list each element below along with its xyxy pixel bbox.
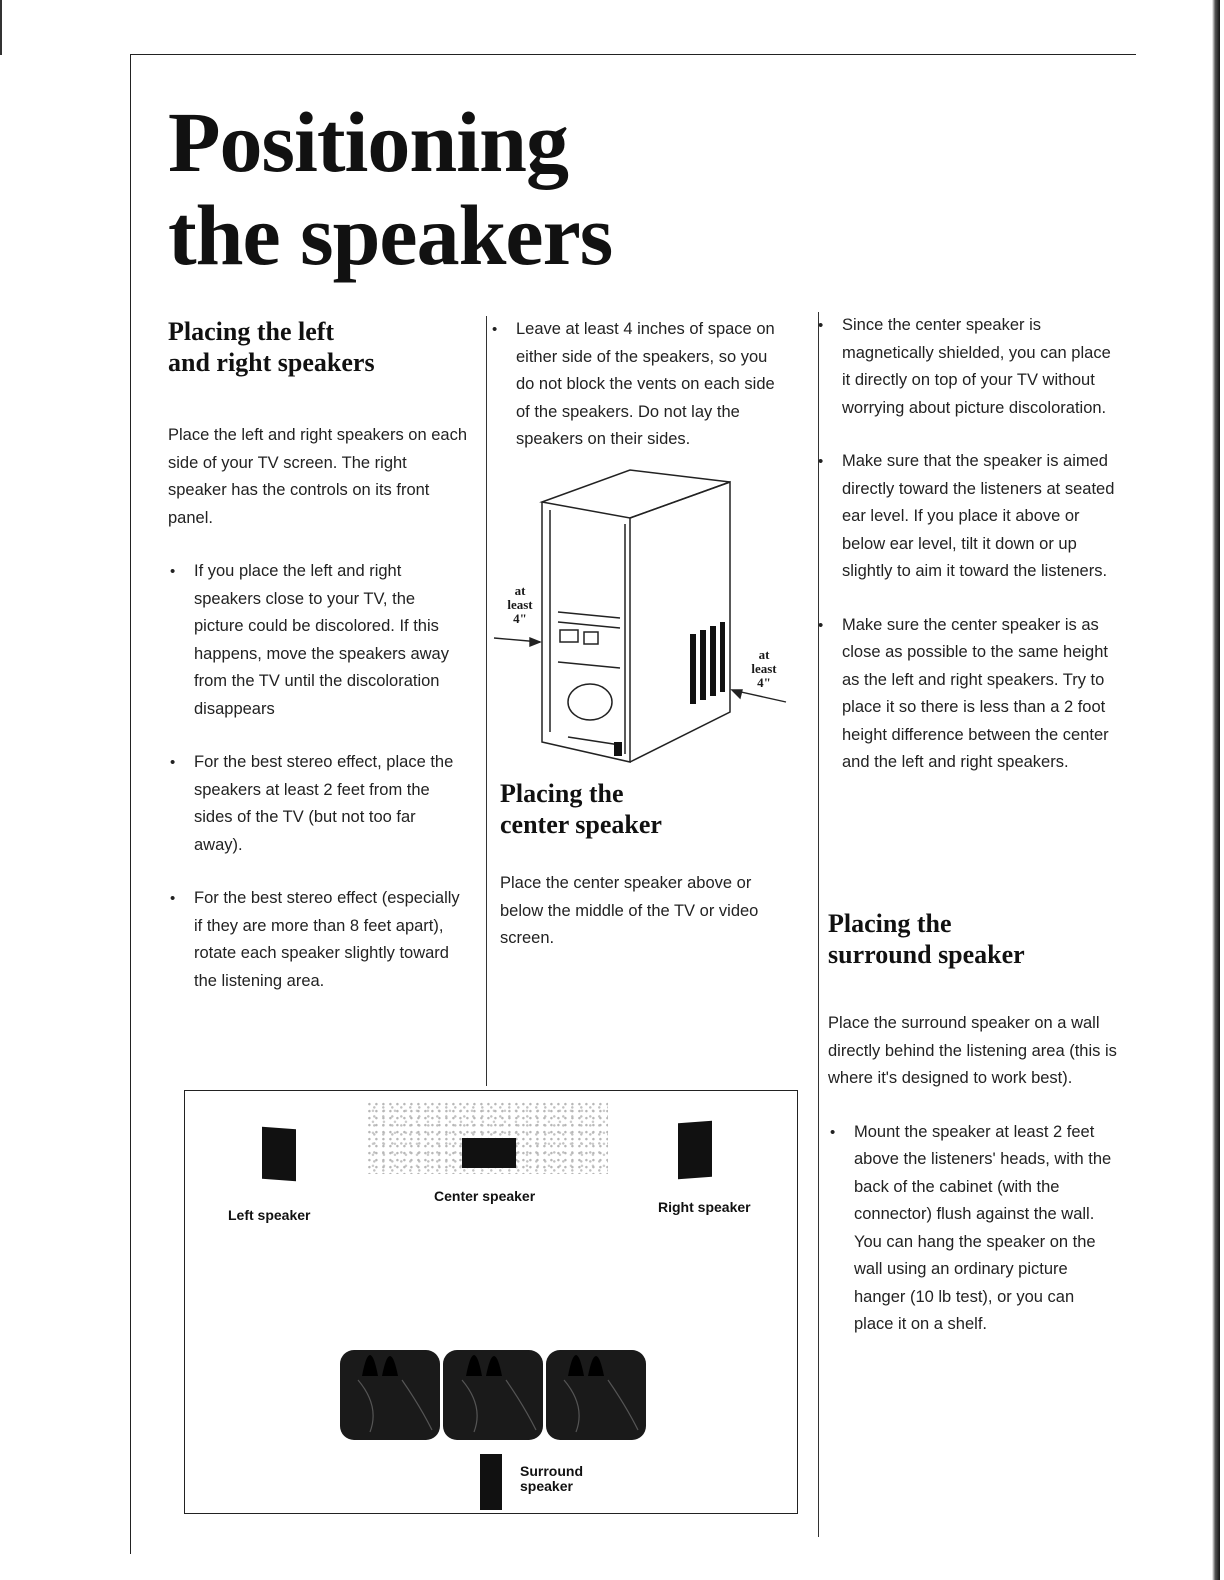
left-speaker-icon xyxy=(262,1127,296,1181)
bullet-list xyxy=(816,312,1116,777)
center-speaker-icon xyxy=(462,1138,516,1168)
scan-edge xyxy=(1212,0,1220,1580)
bullet-item: • If you place the left and right speakers close to your TV, the picture could be discolored. If this happens, move the speakers away from the TV until the discoloration disappears xyxy=(168,558,468,723)
surround-speaker-label: Surround speaker xyxy=(520,1463,583,1494)
surround-speaker-icon xyxy=(480,1454,502,1510)
section-intro: Place the left and right speakers on each side of your TV screen. The right speaker has the controls on its front panel. xyxy=(168,426,468,527)
right-speaker-label: Right speaker xyxy=(658,1199,751,1215)
right-speaker-icon xyxy=(678,1121,712,1179)
left-speaker-label: Left speaker xyxy=(228,1207,311,1223)
bullet-item: • Make sure the center speaker is as close as possible to the same height as the left and right speakers. Try to place it so there is less than a 2 foot height difference between the center and the left and right speakers. xyxy=(816,612,1116,777)
page-frame xyxy=(130,54,131,1554)
bullet-list xyxy=(168,558,468,995)
bullet-item: • Mount the speaker at least 2 feet above the listeners' heads, with the back of the cabinet (with the connector) flush against the wall. You can hang the speaker on the wall using an ordinary picture hanger (10 lb test), or you can place it on a shelf. xyxy=(828,1119,1118,1339)
bullet-item: • Leave at least 4 inches of space on either side of the speakers, so you do not block the vents on each side of the speakers. Do not lay the speakers on their sides. xyxy=(490,316,790,454)
center-section xyxy=(500,778,800,953)
scan-edge xyxy=(0,0,2,55)
page-title-line: the speakers xyxy=(168,187,613,283)
bullet-item: • For the best stereo effect (especially if they are more than 8 feet apart), rotate each speaker slightly toward the listening area. xyxy=(168,885,468,995)
surround-section xyxy=(828,908,1118,1339)
bullet-item: • Make sure that the speaker is aimed directly toward the listeners at seated ear level. If you place it above or below ear level, tilt it down or up slightly to aim it toward the listeners. xyxy=(816,448,1116,586)
section-heading: Placing the left and right speakers xyxy=(168,317,375,377)
section-heading: Placing the center speaker xyxy=(500,779,662,839)
clearance-label: at least 4" xyxy=(751,647,777,690)
bullet-item: • For the best stereo effect, place the speakers at least 2 feet from the sides of the TV (but not too far away). xyxy=(168,749,468,859)
bullet-list xyxy=(490,316,790,454)
page-title xyxy=(168,96,768,282)
listener-heads-illustration xyxy=(340,1336,646,1440)
clearance-label: at least 4" xyxy=(507,583,533,626)
page-title-line: Positioning xyxy=(168,94,568,190)
bullet-list xyxy=(828,1119,1118,1339)
page-frame xyxy=(130,54,1136,55)
left-right-section xyxy=(168,316,468,995)
section-intro: Place the center speaker above or below the middle of the TV or video screen. xyxy=(500,874,759,947)
vents-section xyxy=(490,316,790,454)
center-speaker-label: Center speaker xyxy=(434,1188,536,1204)
section-heading: Placing the surround speaker xyxy=(828,909,1025,969)
section-intro: Place the surround speaker on a wall directly behind the listening area (this is where it's designed to work best). xyxy=(828,1014,1117,1087)
bullet-item: • Since the center speaker is magnetically shielded, you can place it directly on top of your TV without worrying about picture discoloration. xyxy=(816,312,1116,422)
center-bullets xyxy=(816,312,1116,777)
